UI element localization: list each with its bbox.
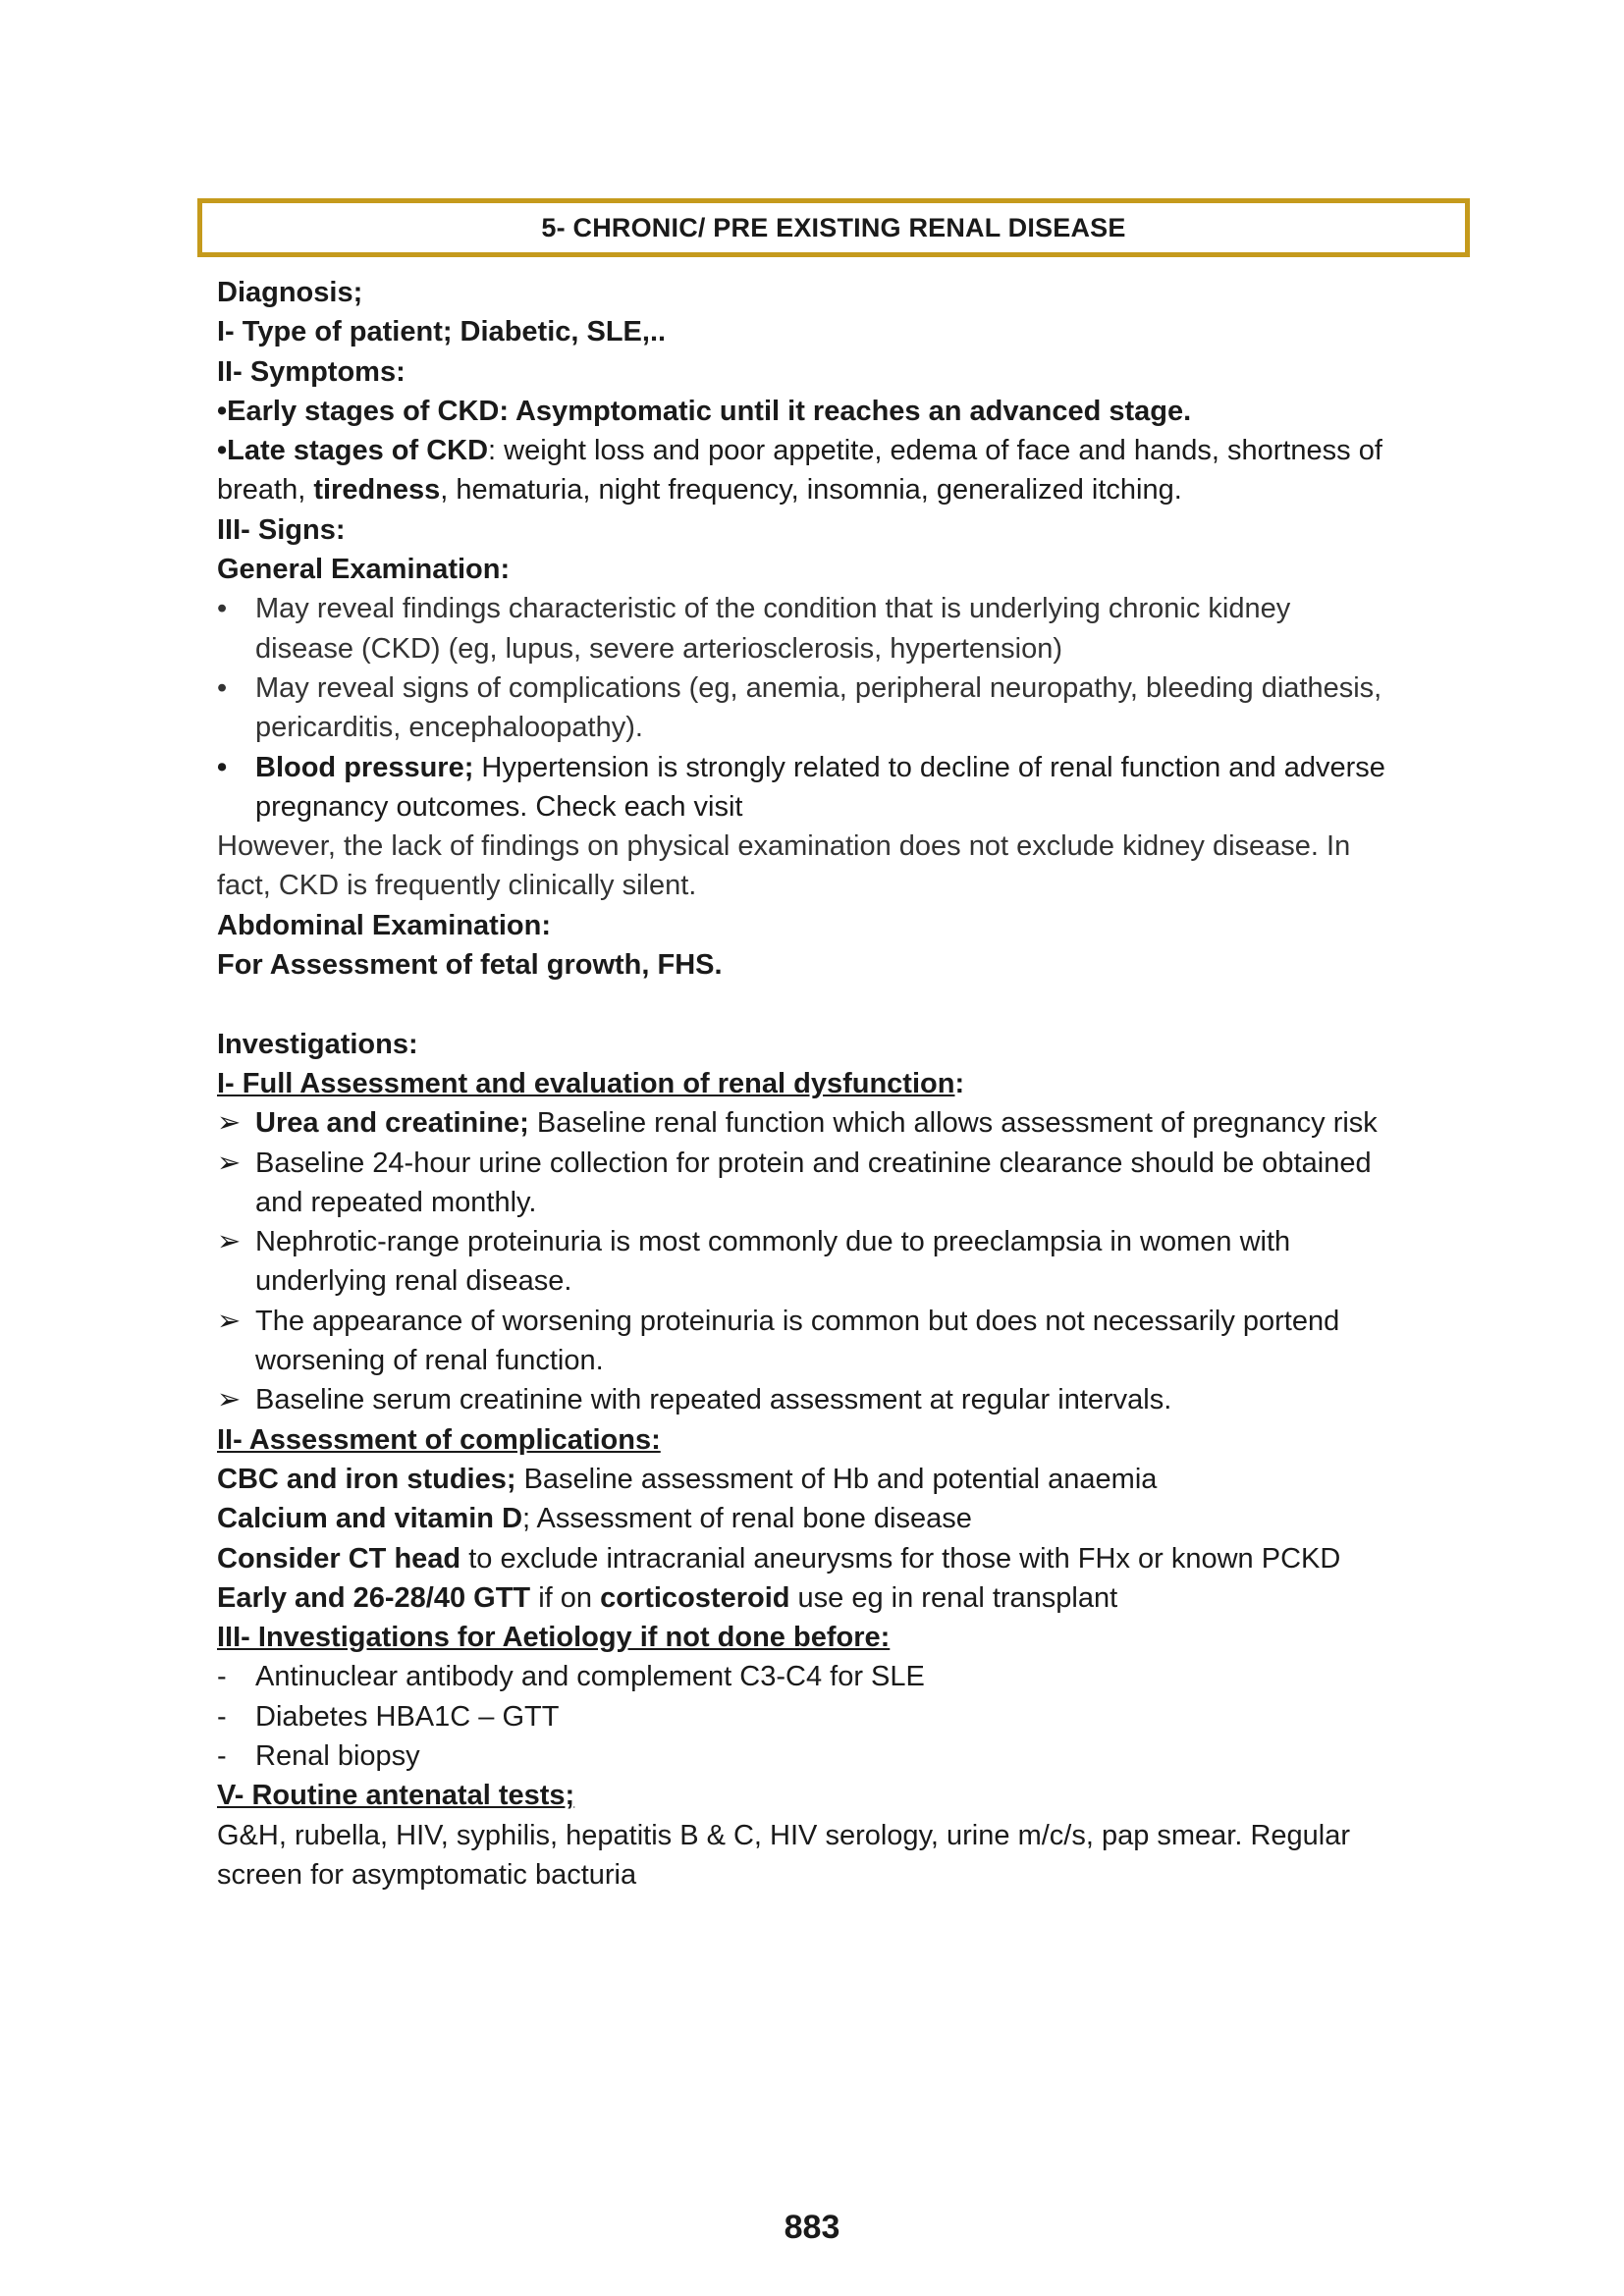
list-item xyxy=(217,589,1474,668)
dash-bullet-icon: - xyxy=(217,1700,227,1733)
bullet-icon: • xyxy=(217,751,228,783)
arrow-item-line: underlying renal disease. xyxy=(255,1265,572,1298)
bp-text-1: Hypertension is strongly related to decline of renal function and adverse xyxy=(473,751,1385,783)
abdominal-text: For Assessment of fetal growth, FHS. xyxy=(217,949,723,982)
bullet-icon: • xyxy=(217,593,228,625)
signs-heading: III- Signs: xyxy=(217,513,346,546)
list-item xyxy=(217,1103,1474,1143)
bp-line-1 xyxy=(255,748,1474,787)
list-item xyxy=(217,1657,1474,1696)
aetiology-heading: III- Investigations for Aetiology if not done before: xyxy=(217,1622,891,1654)
investigations-heading: Investigations: xyxy=(217,1028,418,1060)
urea-line xyxy=(255,1103,1474,1143)
bp-line-2: pregnancy outcomes. Check each visit xyxy=(255,790,743,823)
however-line-2: fact, CKD is frequently clinically silent. xyxy=(217,870,697,902)
calcium-label: Calcium and vitamin D xyxy=(217,1503,523,1535)
type-of-patient: I- Type of patient; Diabetic, SLE,.. xyxy=(217,316,667,348)
aetiology-item: Antinuclear antibody and complement C3-C4 for SLE xyxy=(255,1661,925,1693)
late-stages-text-2a: breath, xyxy=(217,474,314,507)
dash-bullet-icon: - xyxy=(217,1661,227,1693)
general-item-line: pericarditis, encephaloopathy). xyxy=(255,712,643,744)
full-assessment-heading: I- Full Assessment and evaluation of renal dysfunction xyxy=(217,1067,955,1099)
arrow-item-line: The appearance of worsening proteinuria is common but does not necessarily portend xyxy=(255,1305,1340,1337)
gtt-text-2: use eg in renal transplant xyxy=(789,1581,1118,1614)
tiredness-term: tiredness xyxy=(313,474,441,507)
complications-heading: II- Assessment of complications: xyxy=(217,1423,661,1456)
spacer xyxy=(217,985,1474,1024)
ct-label: Consider CT head xyxy=(217,1542,461,1575)
corticosteroid-term: corticosteroid xyxy=(600,1581,790,1614)
early-stages: •Early stages of CKD: Asymptomatic until it reaches an advanced stage. xyxy=(217,395,1192,427)
page-number: 883 xyxy=(784,2209,840,2246)
abdominal-heading: Abdominal Examination: xyxy=(217,909,551,941)
dash-bullet-icon: - xyxy=(217,1739,227,1772)
aetiology-item: Diabetes HBA1C – GTT xyxy=(255,1700,560,1733)
late-stages-line-1 xyxy=(217,431,1474,470)
calcium-text: ; Assessment of renal bone disease xyxy=(522,1503,972,1535)
cbc-label: CBC and iron studies; xyxy=(217,1463,516,1495)
gtt-text-1: if on xyxy=(530,1581,601,1614)
late-stages-text-2b: , hematuria, night frequency, insomnia, generalized itching. xyxy=(440,474,1182,507)
late-stages-line-2 xyxy=(217,470,1474,509)
list-item xyxy=(217,1380,1474,1419)
gtt-label: Early and 26-28/40 GTT xyxy=(217,1581,531,1614)
bp-label: Blood pressure; xyxy=(255,751,474,783)
routine-heading: V- Routine antenatal tests; xyxy=(217,1780,575,1812)
arrow-bullet-icon: ➢ xyxy=(217,1107,242,1140)
general-item-line: May reveal signs of complications (eg, anemia, peripheral neuropathy, bleeding diathesis, xyxy=(255,671,1382,704)
general-exam-heading: General Examination: xyxy=(217,554,511,586)
aetiology-item: Renal biopsy xyxy=(255,1739,420,1772)
late-stages-text-1: : weight loss and poor appetite, edema of face and hands, shortness of xyxy=(488,435,1382,467)
gtt-line xyxy=(217,1578,1474,1618)
full-assessment-line xyxy=(217,1064,1474,1103)
arrow-item-line: Nephrotic-range proteinuria is most commonly due to preeclampsia in women with xyxy=(255,1226,1291,1258)
document-body xyxy=(217,273,1474,1895)
list-item xyxy=(217,1222,1474,1302)
routine-line-2: screen for asymptomatic bacturia xyxy=(217,1858,637,1891)
symptoms-heading: II- Symptoms: xyxy=(217,355,406,388)
however-line-1: However, the lack of findings on physical examination does not exclude kidney disease. In xyxy=(217,830,1351,863)
list-item xyxy=(217,1697,1474,1736)
arrow-bullet-icon: ➢ xyxy=(217,1226,242,1258)
urea-label: Urea and creatinine; xyxy=(255,1107,529,1140)
ct-text: to exclude intracranial aneurysms for those with FHx or known PCKD xyxy=(460,1542,1341,1575)
late-stages-label: •Late stages of CKD xyxy=(217,435,489,467)
list-item xyxy=(217,1736,1474,1776)
diagnosis-heading: Diagnosis; xyxy=(217,277,363,308)
calcium-line xyxy=(217,1499,1474,1538)
serum-creatinine: Baseline serum creatinine with repeated assessment at regular intervals. xyxy=(255,1384,1172,1416)
section-title-box xyxy=(197,198,1470,257)
arrow-item-line: worsening of renal function. xyxy=(255,1345,604,1377)
list-item xyxy=(217,748,1474,828)
cbc-text: Baseline assessment of Hb and potential anaemia xyxy=(515,1463,1158,1495)
arrow-bullet-icon: ➢ xyxy=(217,1147,242,1179)
cbc-line xyxy=(217,1460,1474,1499)
arrow-item-line: Baseline 24-hour urine collection for protein and creatinine clearance should be obtained xyxy=(255,1147,1372,1179)
general-item-line: May reveal findings characteristic of the condition that is underlying chronic kidney xyxy=(255,593,1291,625)
list-item xyxy=(217,1144,1474,1223)
list-item xyxy=(217,668,1474,748)
bullet-icon: • xyxy=(217,671,228,704)
ct-line xyxy=(217,1539,1474,1578)
section-title: 5- CHRONIC/ PRE EXISTING RENAL DISEASE xyxy=(541,212,1126,242)
routine-line-1: G&H, rubella, HIV, syphilis, hepatitis B & C, HIV serology, urine m/c/s, pap smear. Regular xyxy=(217,1819,1351,1851)
list-item xyxy=(217,1302,1474,1381)
urea-text: Baseline renal function which allows assessment of pregnancy risk xyxy=(528,1107,1378,1140)
full-assessment-colon: : xyxy=(954,1067,965,1099)
arrow-bullet-icon: ➢ xyxy=(217,1305,242,1337)
arrow-bullet-icon: ➢ xyxy=(217,1384,242,1416)
arrow-item-line: and repeated monthly. xyxy=(255,1186,537,1218)
general-item-line: disease (CKD) (eg, lupus, severe arteriosclerosis, hypertension) xyxy=(255,632,1063,665)
